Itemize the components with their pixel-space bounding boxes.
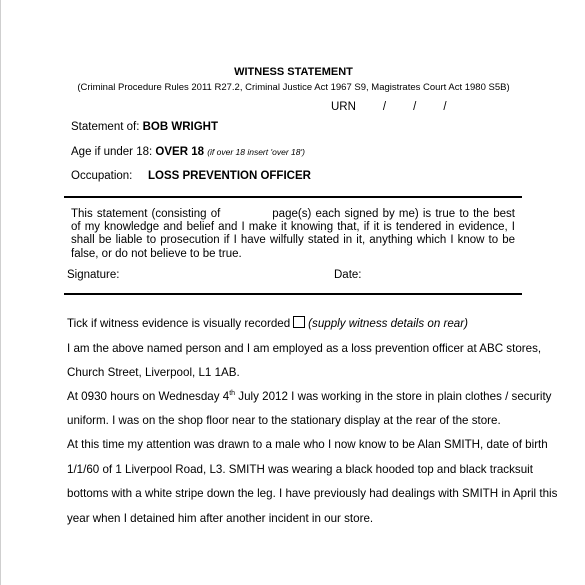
age-note: (if over 18 insert 'over 18') bbox=[207, 147, 305, 157]
declaration-text bbox=[71, 208, 515, 261]
age-label: Age if under 18: bbox=[71, 146, 153, 158]
body-line-6: 1/1/60 of 1 Liverpool Road, L3. SMITH was wearing a black hooded top and black tracksuit bbox=[67, 463, 533, 476]
body-line-3-suffix: th bbox=[229, 390, 236, 398]
document-subtitle: (Criminal Procedure Rules 2011 R27.2, Criminal Justice Act 1967 S9, Magistrates Court Act 1980 S5B) bbox=[77, 82, 510, 93]
urn-separator-3: / bbox=[443, 101, 447, 113]
visual-record-note: (supply witness details on rear) bbox=[308, 317, 468, 330]
signature-label: Signature: bbox=[67, 269, 120, 281]
body-line-3-end: July 2012 I was working in the store in plain clothes / security bbox=[235, 390, 552, 403]
urn-field bbox=[331, 101, 447, 113]
body-line-4: uniform. I was on the shop floor near to the stationary display at the rear of the store. bbox=[67, 414, 501, 427]
occupation-label: Occupation: bbox=[71, 170, 133, 182]
occupation-row bbox=[71, 170, 132, 182]
urn-separator-1: / bbox=[382, 101, 387, 113]
body-line-3-start: At 0930 hours on Wednesday 4 bbox=[67, 390, 230, 403]
body-line-3 bbox=[67, 390, 551, 403]
visual-record-checkbox[interactable] bbox=[293, 316, 305, 328]
urn-separator-2: / bbox=[413, 101, 417, 113]
age-value: OVER 18 bbox=[155, 146, 204, 158]
urn-label: URN bbox=[331, 101, 356, 113]
declaration-part1: This statement (consisting of bbox=[71, 208, 221, 220]
section-divider-bottom bbox=[64, 293, 522, 295]
visual-record-row bbox=[67, 316, 468, 330]
statement-of-label: Statement of: bbox=[71, 121, 140, 133]
date-label: Date: bbox=[334, 269, 362, 281]
body-line-7: bottoms with a white stripe down the leg. I have previously had dealings with SMITH in April this bbox=[67, 487, 558, 500]
body-line-8: year when I detained him after another incident in our store. bbox=[67, 512, 374, 525]
age-row bbox=[71, 146, 305, 158]
statement-of-row bbox=[71, 121, 218, 133]
declaration-part2: page(s) each signed by me) is true to the best of my knowledge and belief and I make it knowing that, if it is tendered in evidence, I shall be liable to prosecution if I have wilfully stated in it, anything which I know to be false, or do not believe to be true. bbox=[71, 208, 515, 260]
body-line-5: At this time my attention was drawn to a male who I now know to be Alan SMITH, date of birth bbox=[67, 438, 548, 451]
visual-record-label: Tick if witness evidence is visually recorded bbox=[67, 317, 291, 330]
section-divider-top bbox=[64, 196, 522, 198]
body-line-1: I am the above named person and I am employed as a loss prevention officer at ABC stores, bbox=[67, 342, 542, 355]
statement-of-value: BOB WRIGHT bbox=[142, 121, 218, 133]
occupation-value: LOSS PREVENTION OFFICER bbox=[148, 170, 311, 182]
body-line-2: Church Street, Liverpool, L1 1AB. bbox=[67, 366, 240, 379]
document-title: WITNESS STATEMENT bbox=[234, 66, 353, 78]
